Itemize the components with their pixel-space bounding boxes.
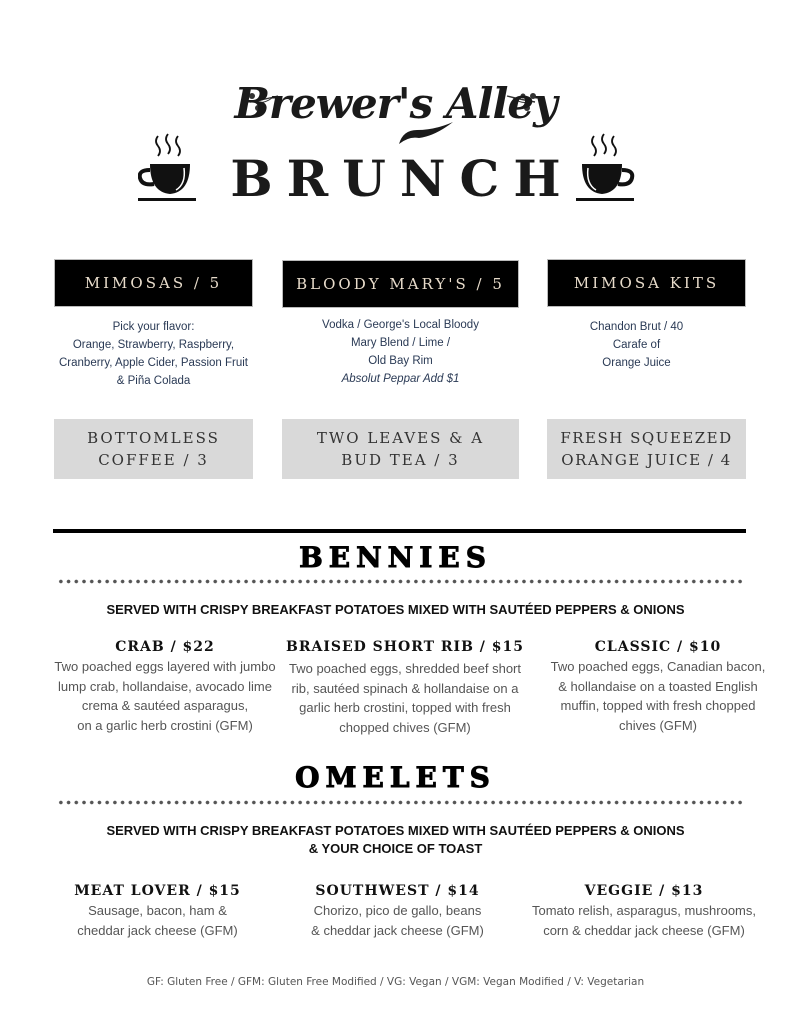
dotted-divider [57,579,743,584]
drink-line: ORANGE JUICE / 4 [561,451,732,469]
desc-line: Two poached eggs layered with jumbo [54,659,276,674]
desc-line: garlic herb crostini, topped with fresh [299,700,511,715]
desc-line: crema & sautéed asparagus, [81,698,249,713]
desc-line: Orange Juice [602,357,671,369]
desc-line: cheddar jack cheese (GFM) [77,922,238,938]
item-name: VEGGIE / $13 [584,883,704,899]
desc-line: muffin, topped with fresh chopped [560,698,756,713]
item-desc [540,657,776,735]
bennies-served-note: SERVED WITH CRISPY BREAKFAST POTATOES MIXED WITH SAUTÉED PEPPERS & ONIONS [106,602,685,617]
desc-note: Absolut Peppar Add $1 [341,373,460,385]
menu-item-crab [40,637,290,735]
item-name: CRAB / $22 [115,639,215,655]
desc-line: on a garlic herb crostini (GFM) [77,717,253,733]
desc-line: & Piña Colada [116,375,191,387]
desc-line: Orange, Strawberry, Raspberry, [72,339,235,351]
item-desc [528,901,760,940]
drink-tea [282,419,519,479]
section-title-omelets: OMELETS [295,761,496,794]
item-name: MEAT LOVER / $15 [74,883,241,899]
served-line: & YOUR CHOICE OF TOAST [308,841,483,856]
desc-line: Cranberry, Apple Cider, Passion Fruit [59,357,248,369]
desc-line: Old Bay Rim [368,355,433,367]
drink-line: BOTTOMLESS [87,429,220,447]
drink-line: BUD TEA / 3 [341,451,460,469]
item-name: BRAISED SHORT RIB / $15 [286,639,524,655]
desc-line: Tomato relish, asparagus, mushrooms, [532,903,756,918]
drink-line: COFFEE / 3 [98,451,209,469]
item-desc [40,657,290,735]
brand-logo: Brewer's Alley [234,79,557,128]
item-name: CLASSIC / $10 [594,639,722,655]
menu-item-meat-lover [50,881,265,940]
desc-line: Vodka / George's Local Bloody [322,319,479,331]
menu-item-southwest [290,881,505,940]
omelets-served-note [0,822,791,858]
desc-line: Chorizo, pico de gallo, beans [313,903,482,918]
drink-description-mimosa-kits [547,318,726,372]
desc-line: rib, sautéed spinach & hollandaise on a [291,680,519,696]
item-desc [290,901,505,940]
desc-line: Sausage, bacon, ham & [88,903,227,918]
dietary-legend: GF: Gluten Free / GFM: Gluten Free Modified / VG: Vegan / VGM: Vegan Modified / V: Vegetarian [146,976,645,988]
desc-line: chives (GFM) [619,717,697,733]
desc-line: lump crab, hollandaise, avocado lime [58,678,272,694]
desc-line: chopped chives (GFM) [339,719,471,735]
item-name: SOUTHWEST / $14 [315,883,480,899]
desc-line: Two poached eggs, Canadian bacon, [550,659,766,674]
page-title: BRUNCH [230,149,575,208]
section-divider [53,529,746,533]
drink-bottomless-coffee [54,419,253,479]
desc-line: corn & cheddar jack cheese (GFM) [543,922,745,938]
desc-line: Chandon Brut / 40 [589,321,684,333]
logo-swash-icon [395,120,455,148]
drink-line: FRESH SQUEEZED [560,429,733,447]
dotted-divider [57,800,743,805]
item-desc [280,659,530,737]
item-desc [50,901,265,940]
desc-line: Mary Blend / Lime / [350,337,451,349]
section-title-bennies: BENNIES [299,541,492,574]
drink-label-mimosas: MIMOSAS / 5 [54,259,253,307]
drink-label-bloody-marys: BLOODY MARY'S / 5 [282,260,519,308]
desc-line: Carafe of [612,339,661,351]
menu-item-classic [540,637,776,735]
desc-line: Two poached eggs, shredded beef short [289,661,521,676]
drink-description-bloody-marys [282,316,519,388]
desc-line: & hollandaise on a toasted English [558,678,758,694]
drink-description-mimosas [54,318,253,390]
desc-line: Pick your flavor: [112,321,195,333]
desc-line: & cheddar jack cheese (GFM) [311,922,484,938]
served-line: SERVED WITH CRISPY BREAKFAST POTATOES MIXED WITH SAUTÉED PEPPERS & ONIONS [106,823,685,838]
menu-item-braised-short-rib [280,637,530,737]
drink-orange-juice [547,419,746,479]
drink-label-mimosa-kits: MIMOSA KITS [547,259,746,307]
drink-line: TWO LEAVES & A [316,429,485,447]
menu-item-veggie [528,881,760,940]
